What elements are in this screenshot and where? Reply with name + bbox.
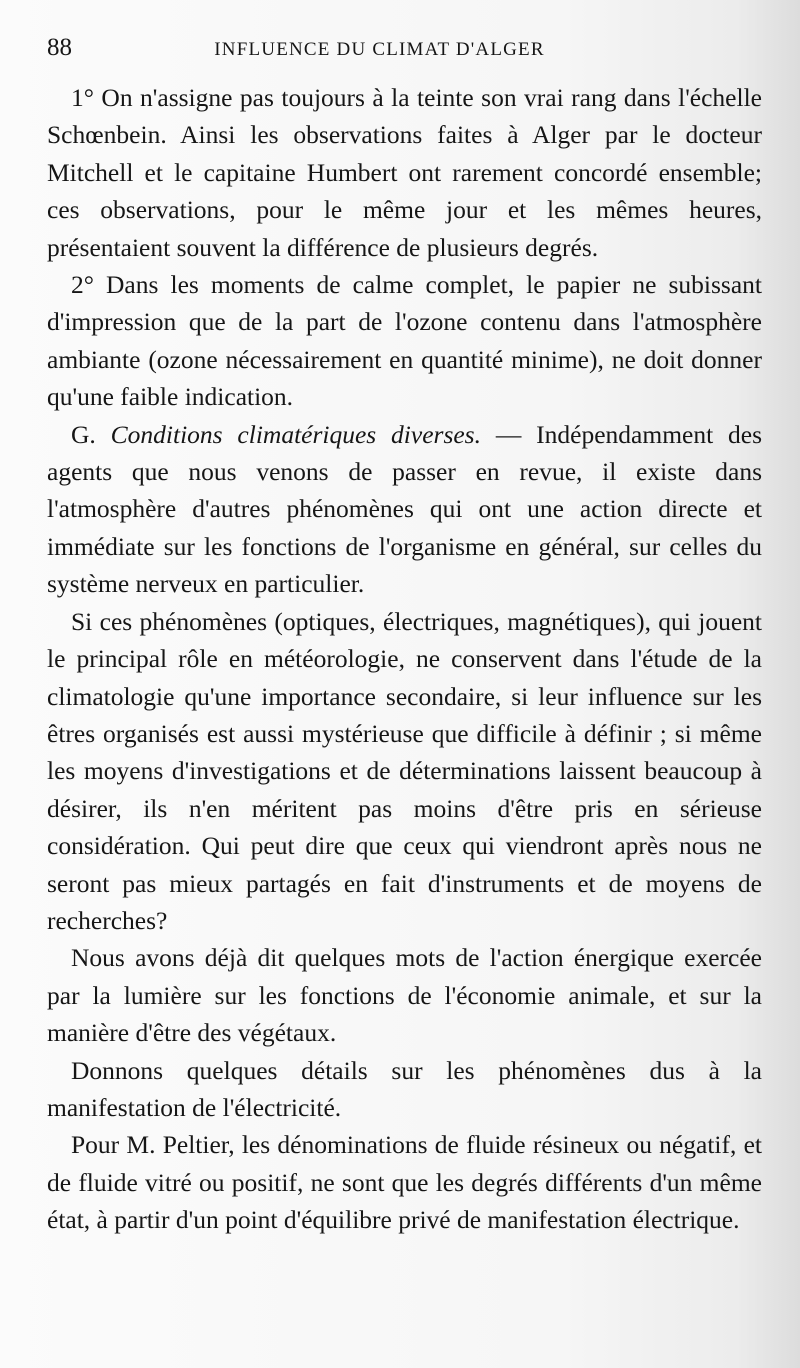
paragraph-ozone-point-1: 1° On n'assigne pas toujours à la teinte son vrai rang dans l'échelle Schœnbein. Ainsi les observations faites à Alger par le docteur Mitchell et le capitaine Humbert ont rarement concordé ensemble; ces observations, pour le même jour et les mêmes heures, présentaient souvent la différence de plusieurs degrés. <box>47 83 762 262</box>
paragraph-phenomena: Si ces phénomènes (optiques, électriques, magnétiques), qui jouent le principal rôle en météorologie, ne conservent dans l'étude de la climatologie qu'une importance secondaire, si leur influence sur les êtres organisés est aussi mystérieuse que difficile à définir ; si même les moyens d'investigations et de déterminations laissent beaucoup à désirer, ils n'en méritent pas moins d'être pris en sérieuse considération. Qui peut dire que ceux qui viendront après nous ne seront pas mieux partagés en fait d'instruments et de moyens de recherches? <box>47 606 762 935</box>
section-letter: G. <box>71 419 96 449</box>
body-text <box>47 79 762 1239</box>
paragraph-section-g <box>47 416 762 603</box>
section-title: Conditions climatériques diverses. <box>110 419 481 449</box>
paragraph-ozone-point-2: 2° Dans les moments de calme complet, le papier ne subissant d'impression que de la part de l'ozone contenu dans l'atmosphère ambiante (ozone nécessairement en quantité minime), ne doit donner qu'une faible indication. <box>47 270 762 412</box>
page-number: 88 <box>47 34 72 61</box>
running-title: INFLUENCE DU CLIMAT D'ALGER <box>214 39 545 60</box>
paragraph-peltier: Pour M. Peltier, les dénominations de fluide résineux ou négatif, et de fluide vitré ou positif, ne sont que les degrés différents d'un même état, à partir d'un point d'équilibre privé de manifestation électrique. <box>47 1130 762 1235</box>
page-header <box>47 34 762 74</box>
paragraph-light-action: Nous avons déjà dit quelques mots de l'action énergique exercée par la lumière sur les fonctions de l'économie animale, et sur la manière d'être des végétaux. <box>47 943 762 1048</box>
paragraph-electricity: Donnons quelques détails sur les phénomènes dus à la manifestation de l'électricité. <box>47 1055 762 1122</box>
section-text: — Indépendamment des agents que nous venons de passer en revue, il existe dans l'atmosphère d'autres phénomènes qui ont une action directe et immédiate sur les fonctions de l'organisme en général, sur celles du système nerveux en particulier. <box>47 419 763 599</box>
